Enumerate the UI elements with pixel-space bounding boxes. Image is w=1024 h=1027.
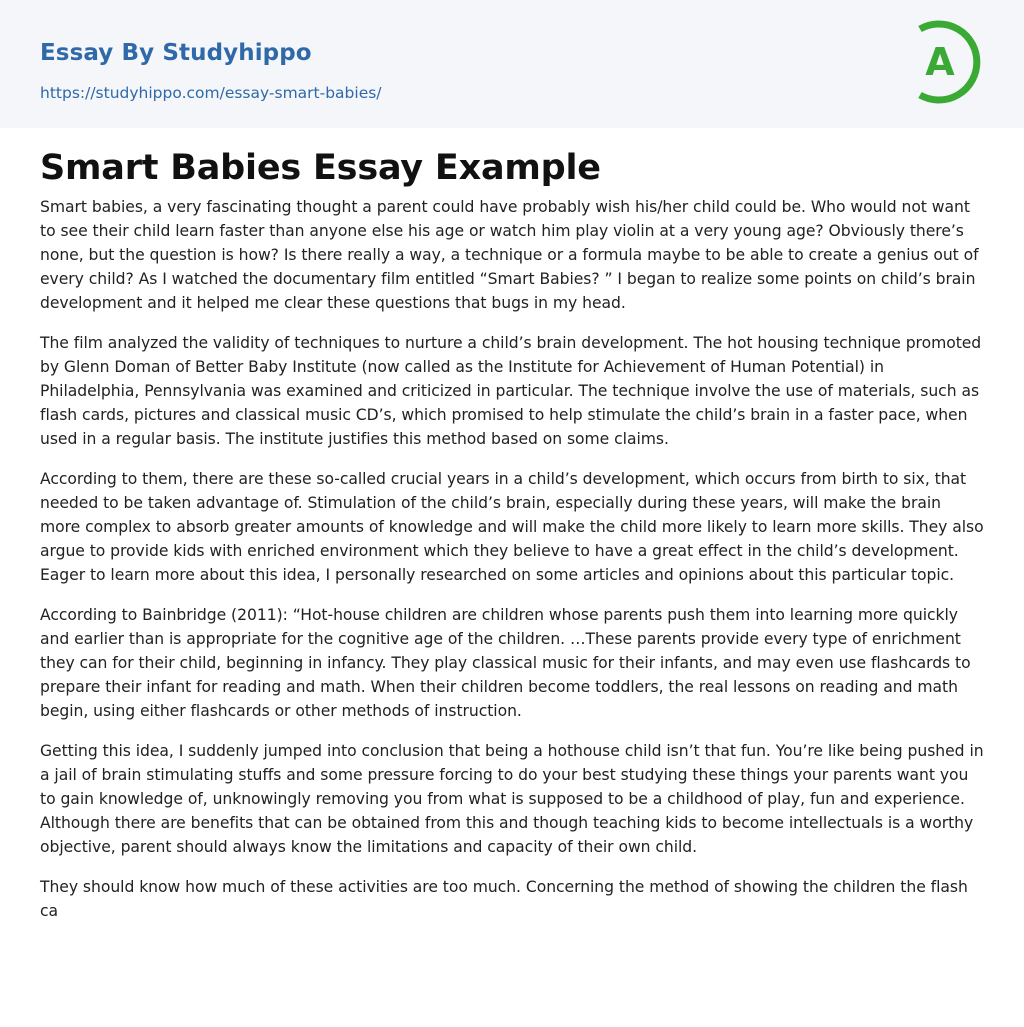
- essay-paragraph: According to them, there are these so-called crucial years in a child’s development, which occurs from birth to six, that needed to be taken advantage of. Stimulation of the child’s brain, especially during these years, will make the brain more complex to absorb greater amounts of knowledge and will make the child more likely to learn more skills. They also argue to provide kids with enriched environment which they believe to have a great effect in the child’s development. Eager to learn more about this idea, I personally researched on some articles and opinions about this particular topic.: [40, 470, 984, 584]
- essay-paragraph: According to Bainbridge (2011): “Hot-house children are children whose parents push them into learning more quickly and earlier than is appropriate for the cognitive age of the children. …These parents provide every type of enrichment they can for their child, beginning in infancy. They play classical music for their infants, and may even use flashcards to prepare their infant for reading and math. When their children become toddlers, the real lessons on reading and math begin, using either flashcards or other methods of instruction.: [40, 606, 971, 720]
- article: [0, 128, 1024, 923]
- essay-paragraph: They should know how much of these activities are too much. Concerning the method of showing the children the flash ca: [40, 878, 968, 920]
- essay-body: [40, 195, 984, 923]
- essay-paragraph: Smart babies, a very fascinating thought a parent could have probably wish his/her child could be. Who would not want to see their child learn faster than anyone else his age or watch him play violin at a very young age? Obviously there’s none, but the question is how? Is there really a way, a technique or a formula maybe to be able to create a genius out of every child? As I watched the documentary film entitled “Smart Babies? ” I began to realize some points on child’s brain development and it helped me clear these questions that bugs in my head.: [40, 198, 979, 312]
- essay-paragraph: The film analyzed the validity of techniques to nurture a child’s brain development. The hot housing technique promoted by Glenn Doman of Better Baby Institute (now called as the Institute for Achievement of Human Potential) in Philadelphia, Pennsylvania was examined and criticized in particular. The technique involve the use of materials, such as flash cards, pictures and classical music CD’s, which promised to help stimulate the child’s brain in a faster pace, when used in a regular basis. The institute justifies this method based on some claims.: [40, 334, 982, 448]
- essay-url-link[interactable]: https://studyhippo.com/essay-smart-babies/: [40, 84, 382, 102]
- essay-paragraph: Getting this idea, I suddenly jumped into conclusion that being a hothouse child isn’t that fun. You’re like being pushed in a jail of brain stimulating stuffs and some pressure forcing to do your best studying these things your parents want you to gain knowledge of, unknowingly removing you from what is supposed to be a childhood of play, fun and experience. Although there are benefits that can be obtained from this and though teaching kids to become intellectuals is a worthy objective, parent should always know the limitations and capacity of their own child.: [40, 742, 984, 856]
- logo-letter: A: [925, 40, 955, 84]
- studyhippo-logo-icon[interactable]: [906, 17, 990, 107]
- brand-title[interactable]: Essay By Studyhippo: [40, 40, 312, 66]
- site-header: [0, 0, 1024, 128]
- page-title: Smart Babies Essay Example: [40, 148, 601, 188]
